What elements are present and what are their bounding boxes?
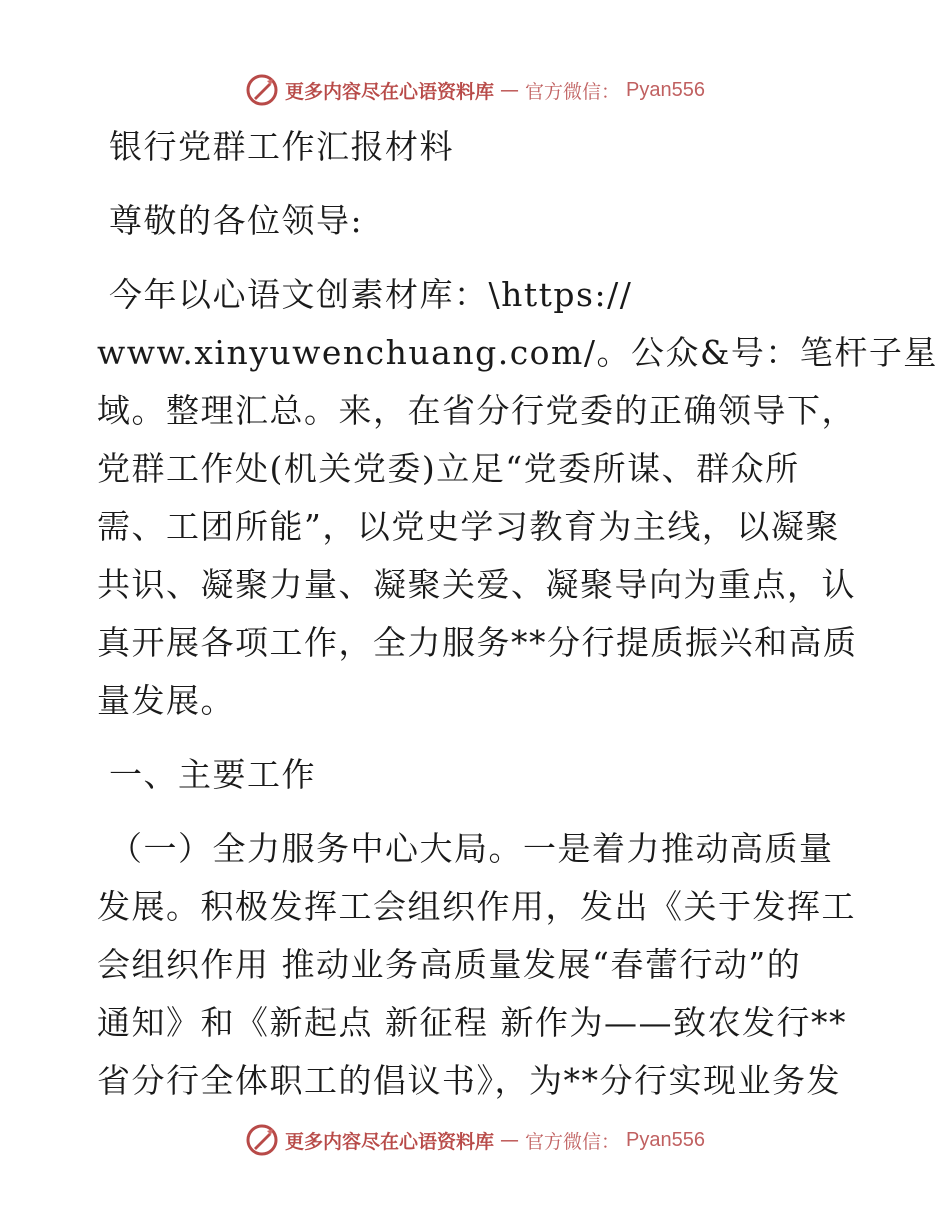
intro-line: 需、工团所能”，以党史学习教育为主线，以凝聚: [97, 507, 840, 546]
section-line: 会组织作用 推动业务高质量发展“春蕾行动”的: [97, 945, 802, 984]
intro-line: 域。整理汇总。来，在省分行党委的正确领导下，: [97, 391, 856, 430]
document-body: [97, 118, 938, 1110]
document-title: 银行党群工作汇报材料: [109, 127, 454, 166]
section-heading: 一、主要工作: [109, 755, 316, 794]
section-line: 通知》和《新起点 新征程 新作为——致农发行**: [97, 1003, 847, 1042]
intro-line: 今年以心语文创素材库：\https://: [109, 275, 633, 314]
intro-line: 量发展。: [97, 681, 235, 720]
intro-line: 共识、凝聚力量、凝聚关爱、凝聚导向为重点，认: [97, 565, 856, 604]
salutation: 尊敬的各位领导:: [109, 201, 364, 240]
header-watermark-banner: [0, 70, 950, 110]
footer-watermark-banner: [0, 1120, 950, 1160]
intro-line: 党群工作处(机关党委)立足“党委所谋、群众所: [97, 449, 800, 488]
section-line: 发展。积极发挥工会组织作用，发出《关于发挥工: [97, 887, 856, 926]
banner-official-label: 官方微信：: [525, 1130, 621, 1153]
banner-wechat-id: Pyan556: [626, 1128, 705, 1151]
intro-line: www.xinyuwenchuang.com/。公众&号：笔杆子星: [97, 333, 938, 372]
banner-dash: —: [500, 79, 520, 101]
quill-logo-icon: [245, 73, 279, 107]
intro-line: 真开展各项工作，全力服务**分行提质振兴和高质: [97, 623, 858, 662]
banner-official-label: 官方微信：: [525, 80, 621, 103]
banner-tagline: 更多内容尽在心语资料库: [285, 1130, 495, 1153]
section-line: （一）全力服务中心大局。一是着力推动高质量: [109, 829, 834, 868]
banner-tagline: 更多内容尽在心语资料库: [285, 80, 495, 103]
quill-logo-icon: [245, 1123, 279, 1157]
section-line: 省分行全体职工的倡议书》，为**分行实现业务发: [97, 1061, 841, 1100]
banner-dash: —: [500, 1129, 520, 1151]
banner-wechat-id: Pyan556: [626, 78, 705, 101]
